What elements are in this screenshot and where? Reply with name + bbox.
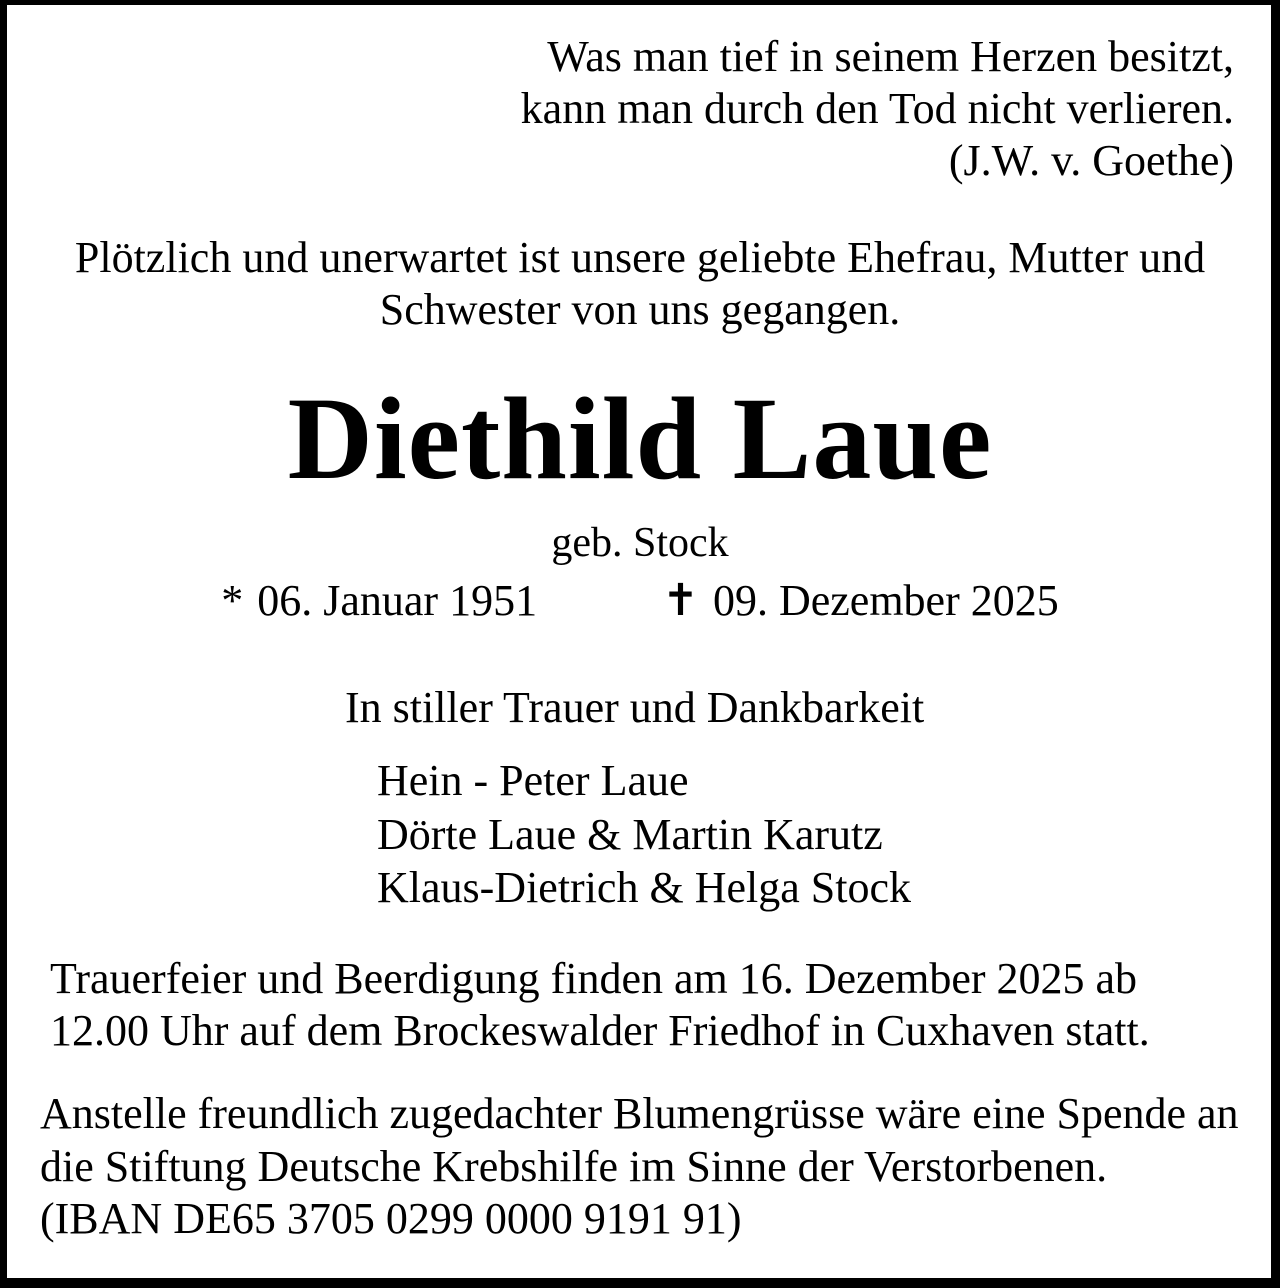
- quote-line: Was man tief in seinem Herzen besitzt,: [547, 32, 1234, 81]
- funeral-details: [50, 953, 1150, 1057]
- maiden-name: geb. Stock: [551, 520, 729, 566]
- mourners-list: [377, 754, 911, 915]
- mourner-name: Klaus-Dietrich & Helga Stock: [377, 863, 911, 912]
- donation-line: die Stiftung Deutsche Krebshilfe im Sinne der Verstorbenen.: [40, 1141, 1108, 1191]
- life-dates: [0, 578, 1280, 624]
- funeral-line: 12.00 Uhr auf dem Brockeswalder Friedhof in Cuxhaven statt.: [50, 1006, 1150, 1055]
- intro-line: Plötzlich und unerwartet ist unsere geliebte Ehefrau, Mutter und: [74, 233, 1206, 282]
- born-symbol: *: [221, 576, 244, 625]
- quote-block: [521, 31, 1234, 187]
- condolence-line: In stiller Trauer und Dankbarkeit: [345, 683, 925, 732]
- donation-iban: (IBAN DE65 3705 0299 0000 9191 91): [40, 1194, 742, 1243]
- intro-line: Schwester von uns gegangen.: [379, 285, 901, 334]
- death-date: [662, 578, 1059, 624]
- birth-date-text: 06. Januar 1951: [257, 576, 538, 625]
- deceased-name: Diethild Laue: [287, 373, 993, 504]
- mourner-name: Dörte Laue & Martin Karutz: [377, 809, 883, 859]
- mourner-name: Hein - Peter Laue: [377, 756, 689, 805]
- quote-line: kann man durch den Tod nicht verlieren.: [520, 84, 1234, 133]
- quote-attribution: (J.W. v. Goethe): [948, 136, 1234, 185]
- cross-icon: ✝: [662, 576, 699, 625]
- donation-line: Anstelle freundlich zugedachter Blumengrüsse wäre eine Spende an: [40, 1089, 1239, 1138]
- funeral-line: Trauerfeier und Beerdigung finden am 16. Dezember 2025 ab: [50, 954, 1138, 1003]
- death-date-text: 09. Dezember 2025: [712, 576, 1059, 625]
- donation-details: [40, 1088, 1239, 1246]
- birth-date: [221, 578, 537, 624]
- intro-paragraph: [0, 232, 1280, 336]
